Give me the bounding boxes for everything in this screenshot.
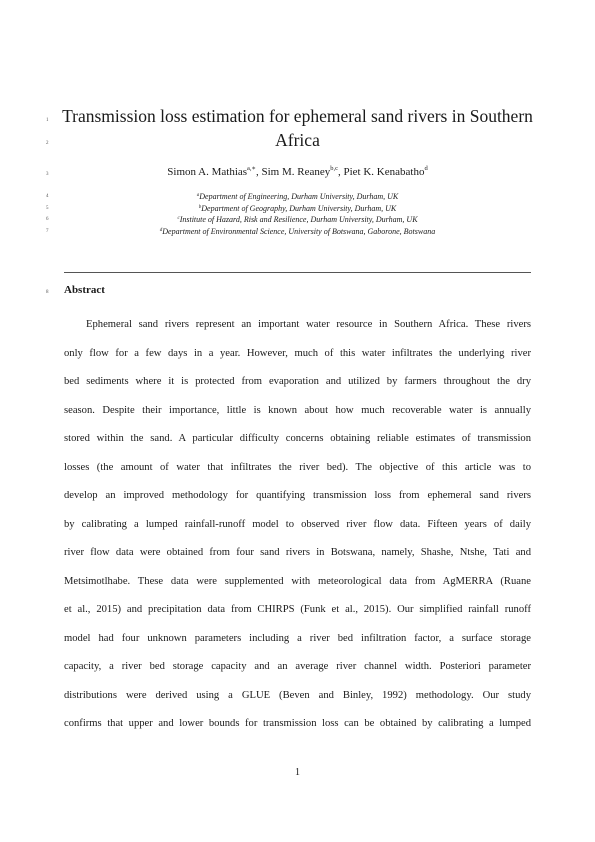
line-number: 2 [46, 141, 49, 146]
line-number: 5 [46, 206, 49, 211]
author-affiliation-mark: a,∗ [247, 165, 256, 172]
page-number: 1 [295, 767, 300, 778]
abstract-line: by calibrating a lumped rainfall-runoff model to observed river flow data. Fifteen years of daily [64, 519, 531, 530]
affiliation-text: Department of Geography, Durham University, Durham, UK [201, 204, 397, 213]
line-number: 4 [46, 194, 49, 199]
author-affiliation-mark: d [424, 165, 428, 172]
abstract-line: capacity, a river bed storage capacity and an average river channel width. Posteriori parameter [64, 661, 531, 672]
affiliation [60, 191, 535, 202]
line-number: 7 [46, 229, 49, 234]
affiliation-mark: d [159, 228, 163, 233]
abstract-line: season. Despite their importance, little is known about how much recoverable water is annually [64, 405, 531, 416]
abstract-line: confirms that upper and lower bounds for transmission loss can be obtained by calibrating a lumped [64, 718, 531, 729]
title-line: Transmission loss estimation for ephemeral sand rivers in Southern [62, 106, 533, 126]
abstract-line: Ephemeral sand rivers represent an important water resource in Southern Africa. These rivers [86, 319, 531, 330]
abstract-line: only flow for a few days in a year. However, much of this water infiltrates the underlying river [64, 348, 531, 359]
abstract-heading: Abstract [64, 284, 105, 296]
author-separator: , [255, 166, 262, 178]
abstract-line: Metsimotlhabe. These data were supplemented with meteorological data from AgMERRA (Ruane [64, 576, 531, 587]
author-name: Simon A. Mathias [167, 166, 248, 178]
title-line: Africa [275, 130, 320, 150]
abstract-line: losses (the amount of water that infiltrates the river bed). The objective of this article was to [64, 462, 531, 473]
section-divider [64, 272, 531, 273]
abstract-line: distributions were derived using a GLUE (Beven and Binley, 1992) methodology. Our study [64, 690, 531, 701]
abstract-line: develop an improved methodology for quantifying transmission loss from ephemeral sand rivers [64, 490, 531, 501]
line-number: 1 [46, 118, 49, 123]
author-separator: , [338, 166, 344, 178]
line-number: 8 [46, 290, 49, 295]
author-name: Piet K. Kenabatho [343, 166, 425, 178]
author-name: Sim M. Reaney [261, 166, 331, 178]
affiliation-text: Department of Engineering, Durham University, Durham, UK [199, 192, 399, 201]
line-number: 3 [46, 172, 49, 177]
abstract-line: stored within the sand. A particular difficulty concerns obtaining reliable estimates of transmission [64, 433, 531, 444]
affiliation [60, 214, 535, 225]
affiliation-text: Department of Environmental Science, University of Botswana, Gaborone, Botswana [162, 227, 436, 236]
affiliation [60, 226, 535, 237]
affiliation-text: Institute of Hazard, Risk and Resilience, Durham University, Durham, UK [179, 215, 418, 224]
abstract-line: et al., 2015) and precipitation data from CHIRPS (Funk et al., 2015). Our simplified rainfall runoff [64, 604, 531, 615]
line-number: 6 [46, 217, 49, 222]
abstract-line: model had four unknown parameters including a river bed infiltration factor, a surface storage [64, 633, 531, 644]
affiliation-mark: b [198, 205, 202, 210]
affiliation-mark: a [196, 193, 200, 198]
author-list [60, 164, 535, 178]
author-affiliation-mark: b,c [330, 165, 338, 172]
abstract-line: bed sediments where it is protected from evaporation and utilized by farmers throughout the dry [64, 376, 531, 387]
abstract-line: river flow data were obtained from four sand rivers in Botswana, namely, Shashe, Ntshe, Tati and [64, 547, 531, 558]
paper-title [60, 104, 535, 152]
affiliation-mark: c [177, 216, 180, 221]
affiliation [60, 203, 535, 214]
